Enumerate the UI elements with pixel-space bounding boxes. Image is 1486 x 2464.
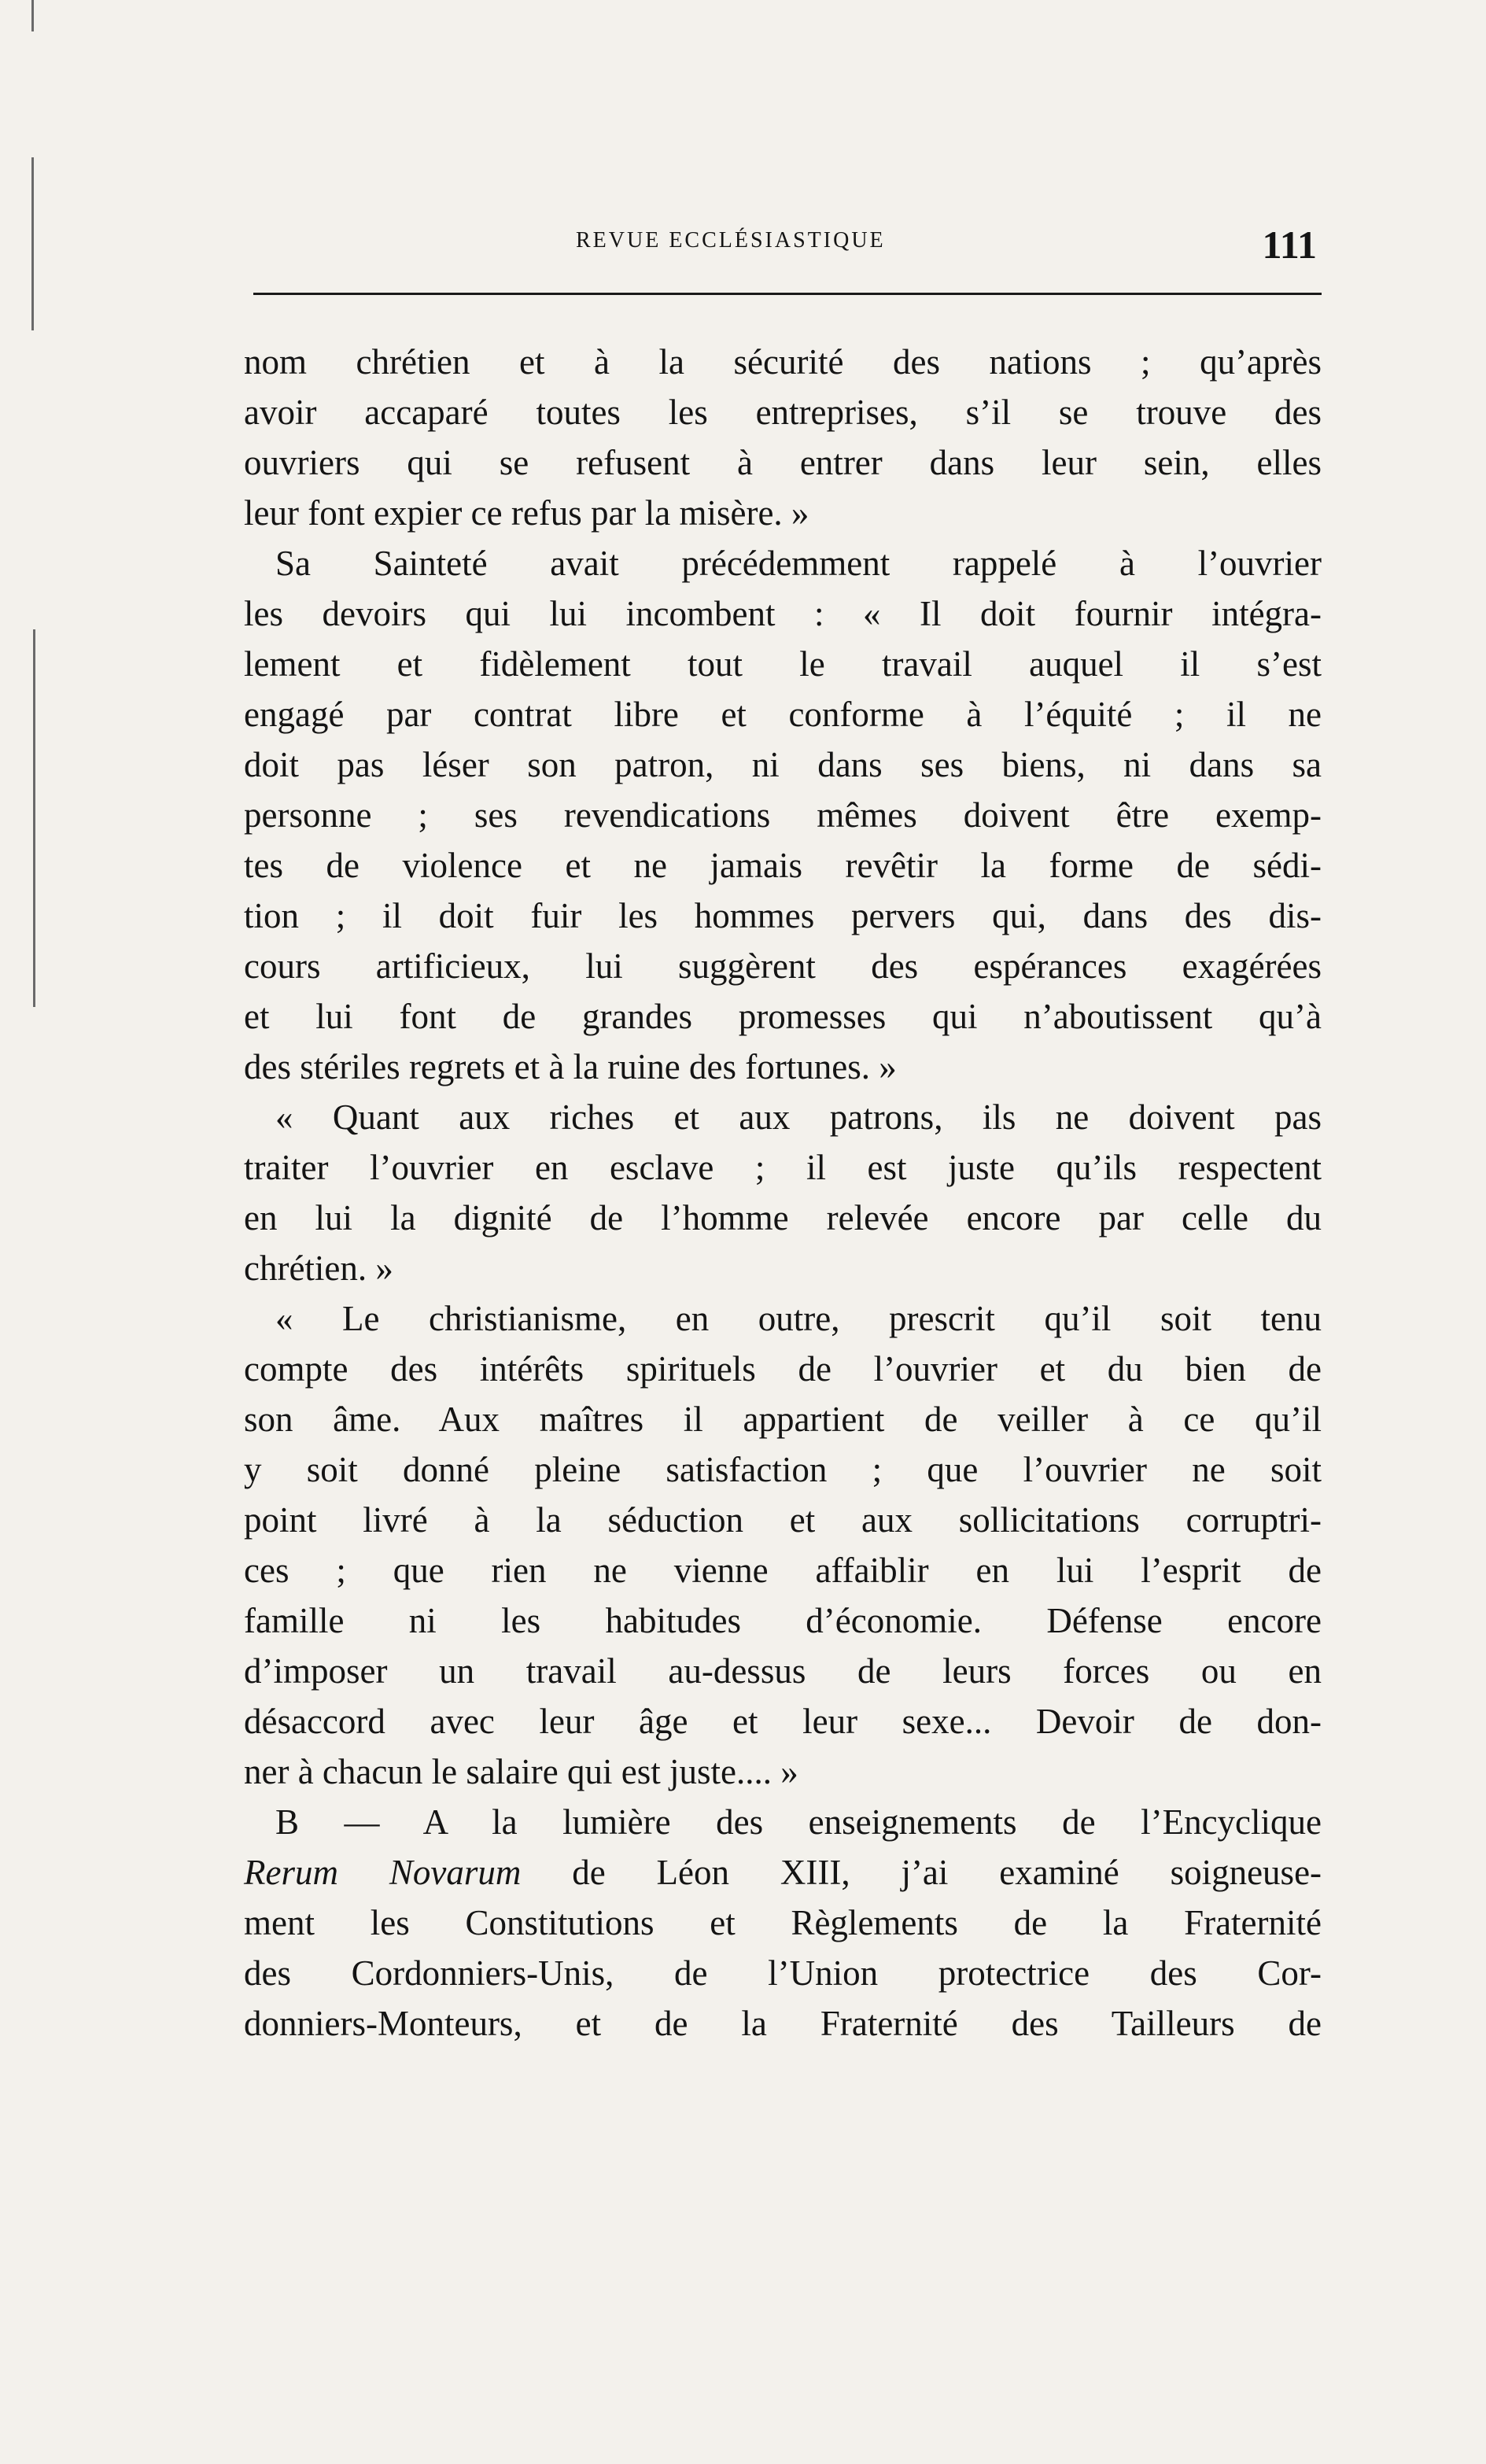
- scan-edge-mark: [31, 157, 34, 330]
- page-number: 111: [1262, 223, 1317, 267]
- text-line: des stériles regrets et à la ruine des fortunes. »: [244, 1047, 897, 1086]
- text-line: avoir accaparé toutes les entreprises, s’il se trouve des: [244, 393, 1322, 432]
- scan-edge-mark: [33, 629, 35, 1007]
- text-line: ouvriers qui se refusent à entrer dans leur sein, elles: [244, 443, 1322, 482]
- text-line: famille ni les habitudes d’économie. Défense encore: [244, 1601, 1322, 1640]
- running-title: REVUE ECCLÉSIASTIQUE: [576, 228, 886, 253]
- text-line: « Quant aux riches et aux patrons, ils ne doivent pas: [275, 1097, 1322, 1137]
- text-line: lement et fidèlement tout le travail auquel il s’est: [244, 644, 1322, 684]
- running-header: [253, 222, 1322, 269]
- text-line: ner à chacun le salaire qui est juste.... »: [244, 1752, 798, 1791]
- text-line: d’imposer un travail au-dessus de leurs forces ou en: [244, 1651, 1322, 1691]
- text-line: son âme. Aux maîtres il appartient de veiller à ce qu’il: [244, 1400, 1322, 1439]
- text-line: leur font expier ce refus par la misère. »: [244, 493, 809, 533]
- text-line: cours artificieux, lui suggèrent des espérances exagérées: [244, 946, 1322, 986]
- text-line: compte des intérêts spirituels de l’ouvrier et du bien de: [244, 1349, 1322, 1389]
- text-line: ces ; que rien ne vienne affaiblir en lui l’esprit de: [244, 1551, 1322, 1590]
- text-line-rest: de Léon XIII, j’ai examiné soigneuse-: [572, 1853, 1322, 1892]
- scan-edge-mark: [31, 0, 34, 31]
- header-rule: [253, 293, 1322, 295]
- text-line: en lui la dignité de l’homme relevée encore par celle du: [244, 1198, 1322, 1238]
- text-line: ment les Constitutions et Règlements de la Fraternité: [244, 1903, 1322, 1942]
- text-line: désaccord avec leur âge et leur sexe... Devoir de don-: [244, 1702, 1322, 1741]
- text-line: les devoirs qui lui incombent : « Il doit fournir intégra-: [244, 594, 1322, 633]
- encyclical-title: Rerum Novarum: [244, 1853, 522, 1892]
- text-line: traiter l’ouvrier en esclave ; il est juste qu’ils respectent: [244, 1148, 1322, 1187]
- text-line: nom chrétien et à la sécurité des nations ; qu’après: [244, 342, 1322, 382]
- text-line: engagé par contrat libre et conforme à l’équité ; il ne: [244, 695, 1322, 734]
- text-line: donniers-Monteurs, et de la Fraternité des Tailleurs de: [244, 2004, 1322, 2043]
- text-line: « Le christianisme, en outre, prescrit qu’il soit tenu: [275, 1299, 1322, 1338]
- text-line: doit pas léser son patron, ni dans ses biens, ni dans sa: [244, 745, 1322, 784]
- text-line: B — A la lumière des enseignements de l’Encyclique: [275, 1802, 1322, 1842]
- text-line: personne ; ses revendications mêmes doivent être exemp-: [244, 795, 1322, 835]
- text-line: tes de violence et ne jamais revêtir la forme de sédi-: [244, 846, 1322, 885]
- text-line: et lui font de grandes promesses qui n’aboutissent qu’à: [244, 997, 1322, 1036]
- text-line: des Cordonniers-Unis, de l’Union protectrice des Cor-: [244, 1953, 1322, 1993]
- text-line: y soit donné pleine satisfaction ; que l’ouvrier ne soit: [244, 1450, 1322, 1489]
- text-line: point livré à la séduction et aux sollicitations corruptri-: [244, 1500, 1322, 1540]
- text-line: tion ; il doit fuir les hommes pervers qui, dans des dis-: [244, 896, 1322, 935]
- text-line: Sa Sainteté avait précédemment rappelé à l’ouvrier: [275, 544, 1322, 583]
- text-line: chrétien. »: [244, 1249, 393, 1288]
- text-line-with-title: [244, 1847, 1322, 1898]
- body-text: [244, 337, 1322, 2049]
